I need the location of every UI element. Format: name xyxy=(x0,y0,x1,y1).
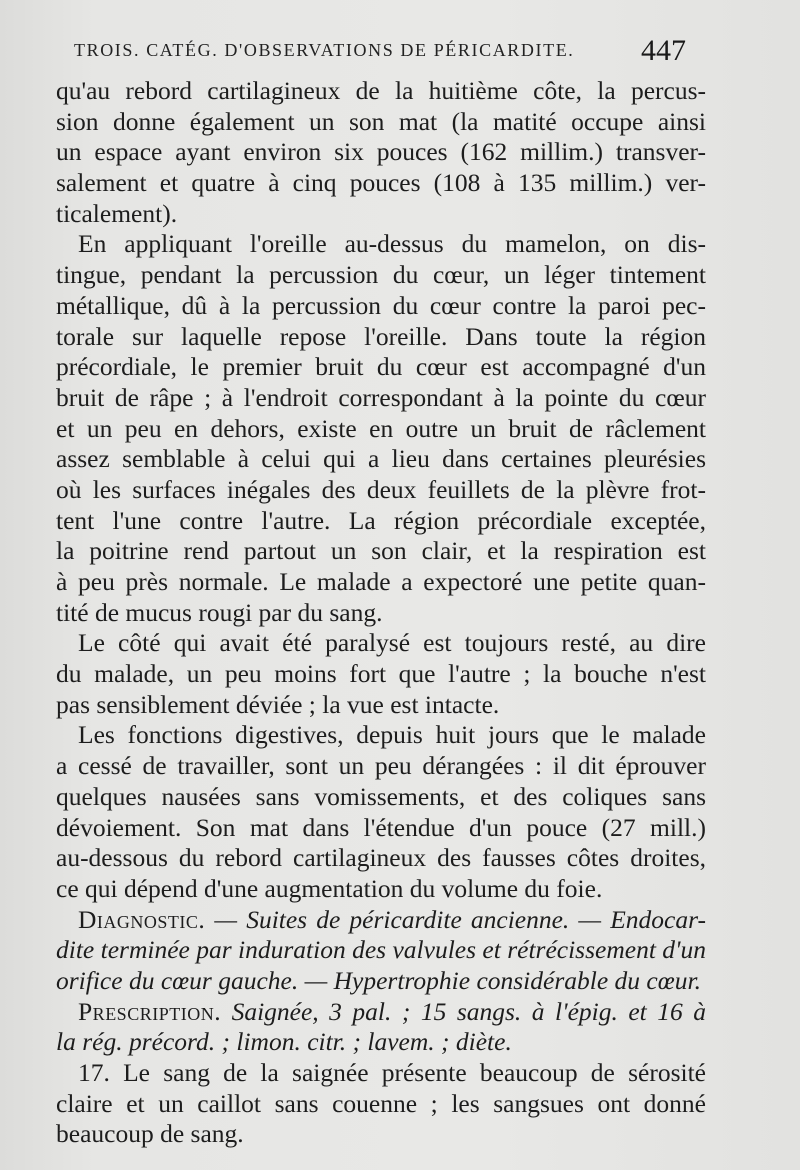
text-line: a cessé de travailler, sont un peu dérangées : il dit éprouver xyxy=(56,751,706,781)
paragraph xyxy=(56,628,706,720)
text-line: tingue, pendant la percussion du cœur, un léger tintement xyxy=(56,260,706,290)
text-line: ce qui dépend d'une augmentation du volume du foie. xyxy=(56,873,603,903)
text-line: du malade, un peu moins fort que l'autre ; la bouche n'est xyxy=(56,659,706,689)
running-title: TROIS. CATÉG. D'OBSERVATIONS DE PÉRICARDITE. xyxy=(74,40,575,60)
text-line: assez semblable à celui qui a lieu dans certaines pleurésies xyxy=(56,444,706,474)
paragraph xyxy=(56,229,706,628)
text-line: à peu près normale. Le malade a expectoré une petite quan- xyxy=(56,567,706,596)
running-head xyxy=(74,34,686,70)
text-line: métallique, dû à la percussion du cœur contre la paroi pec- xyxy=(56,290,706,320)
text-line: et un peu en dehors, existe en outre un bruit de râclement xyxy=(56,413,706,443)
text-line: salement et quatre à cinq pouces (108 à 135 millim.) ver- xyxy=(56,168,706,198)
prescription-label: Prescription. xyxy=(78,996,222,1026)
text-line: ticalement). xyxy=(56,198,178,228)
paragraph xyxy=(56,76,706,229)
text-line: claire et un caillot sans couenne ; les sangsues ont donné xyxy=(56,1088,706,1118)
text-line: tent l'une contre l'autre. La région précordiale exceptée, xyxy=(56,505,706,535)
text-line: orifice du cœur gauche. — Hypertrophie considérable du cœur. xyxy=(56,965,701,995)
text-line: au-dessous du rebord cartilagineux des fausses côtes droites, xyxy=(56,843,706,873)
paragraph xyxy=(56,1058,706,1150)
text-line: 17. Le sang de la saignée présente beaucoup de sérosité xyxy=(78,1058,706,1087)
prescription-section xyxy=(56,997,706,1058)
text-line xyxy=(56,997,706,1028)
text-line: dévoiement. Son mat dans l'étendue d'un pouce (27 mill.) xyxy=(56,812,706,842)
text-line: Les fonctions digestives, depuis huit jours que le malade xyxy=(78,720,706,750)
text-line: dite terminée par induration des valvules et rétrécissement d'un xyxy=(56,935,706,965)
text-line: pas sensiblement déviée ; la vue est intacte. xyxy=(56,689,500,719)
text-line: tité de mucus rougi par du sang. xyxy=(56,597,383,627)
text-line xyxy=(56,905,706,936)
diagnostic-text: — Suites de péricardite ancienne. — Endocar- xyxy=(205,904,706,934)
diagnostic-section xyxy=(56,905,706,997)
diagnostic-label: Diagnostic. xyxy=(78,904,206,934)
text-line: la rég. précord. ; limon. citr. ; lavem. ; diète. xyxy=(56,1027,512,1057)
text-line: un espace ayant environ six pouces (162 millim.) transver- xyxy=(56,137,706,167)
text-line: beaucoup de sang. xyxy=(56,1119,244,1149)
text-line: où les surfaces inégales des deux feuillets de la plèvre frot- xyxy=(56,474,706,504)
text-line: qu'au rebord cartilagineux de la huitième côte, la percus- xyxy=(56,76,706,105)
body-text xyxy=(56,76,706,1150)
page-number: 447 xyxy=(641,34,686,67)
text-line: sion donne également un son mat (la matité occupe ainsi xyxy=(56,106,706,136)
text-line: torale sur laquelle repose l'oreille. Dans toute la région xyxy=(56,321,706,351)
prescription-text: Saignée, 3 pal. ; 15 sangs. à l'épig. et 16 à xyxy=(221,996,706,1026)
text-line: quelques nausées sans vomissements, et des coliques sans xyxy=(56,781,706,811)
text-line: précordiale, le premier bruit du cœur est accompagné d'un xyxy=(56,352,706,382)
paragraph xyxy=(56,720,706,904)
text-line: bruit de râpe ; à l'endroit correspondant à la pointe du cœur xyxy=(56,382,706,412)
text-line: Le côté qui avait été paralysé est toujours resté, au dire xyxy=(78,628,706,658)
text-line: En appliquant l'oreille au-dessus du mamelon, on dis- xyxy=(78,229,706,259)
text-line: la poitrine rend partout un son clair, et la respiration est xyxy=(56,536,706,566)
